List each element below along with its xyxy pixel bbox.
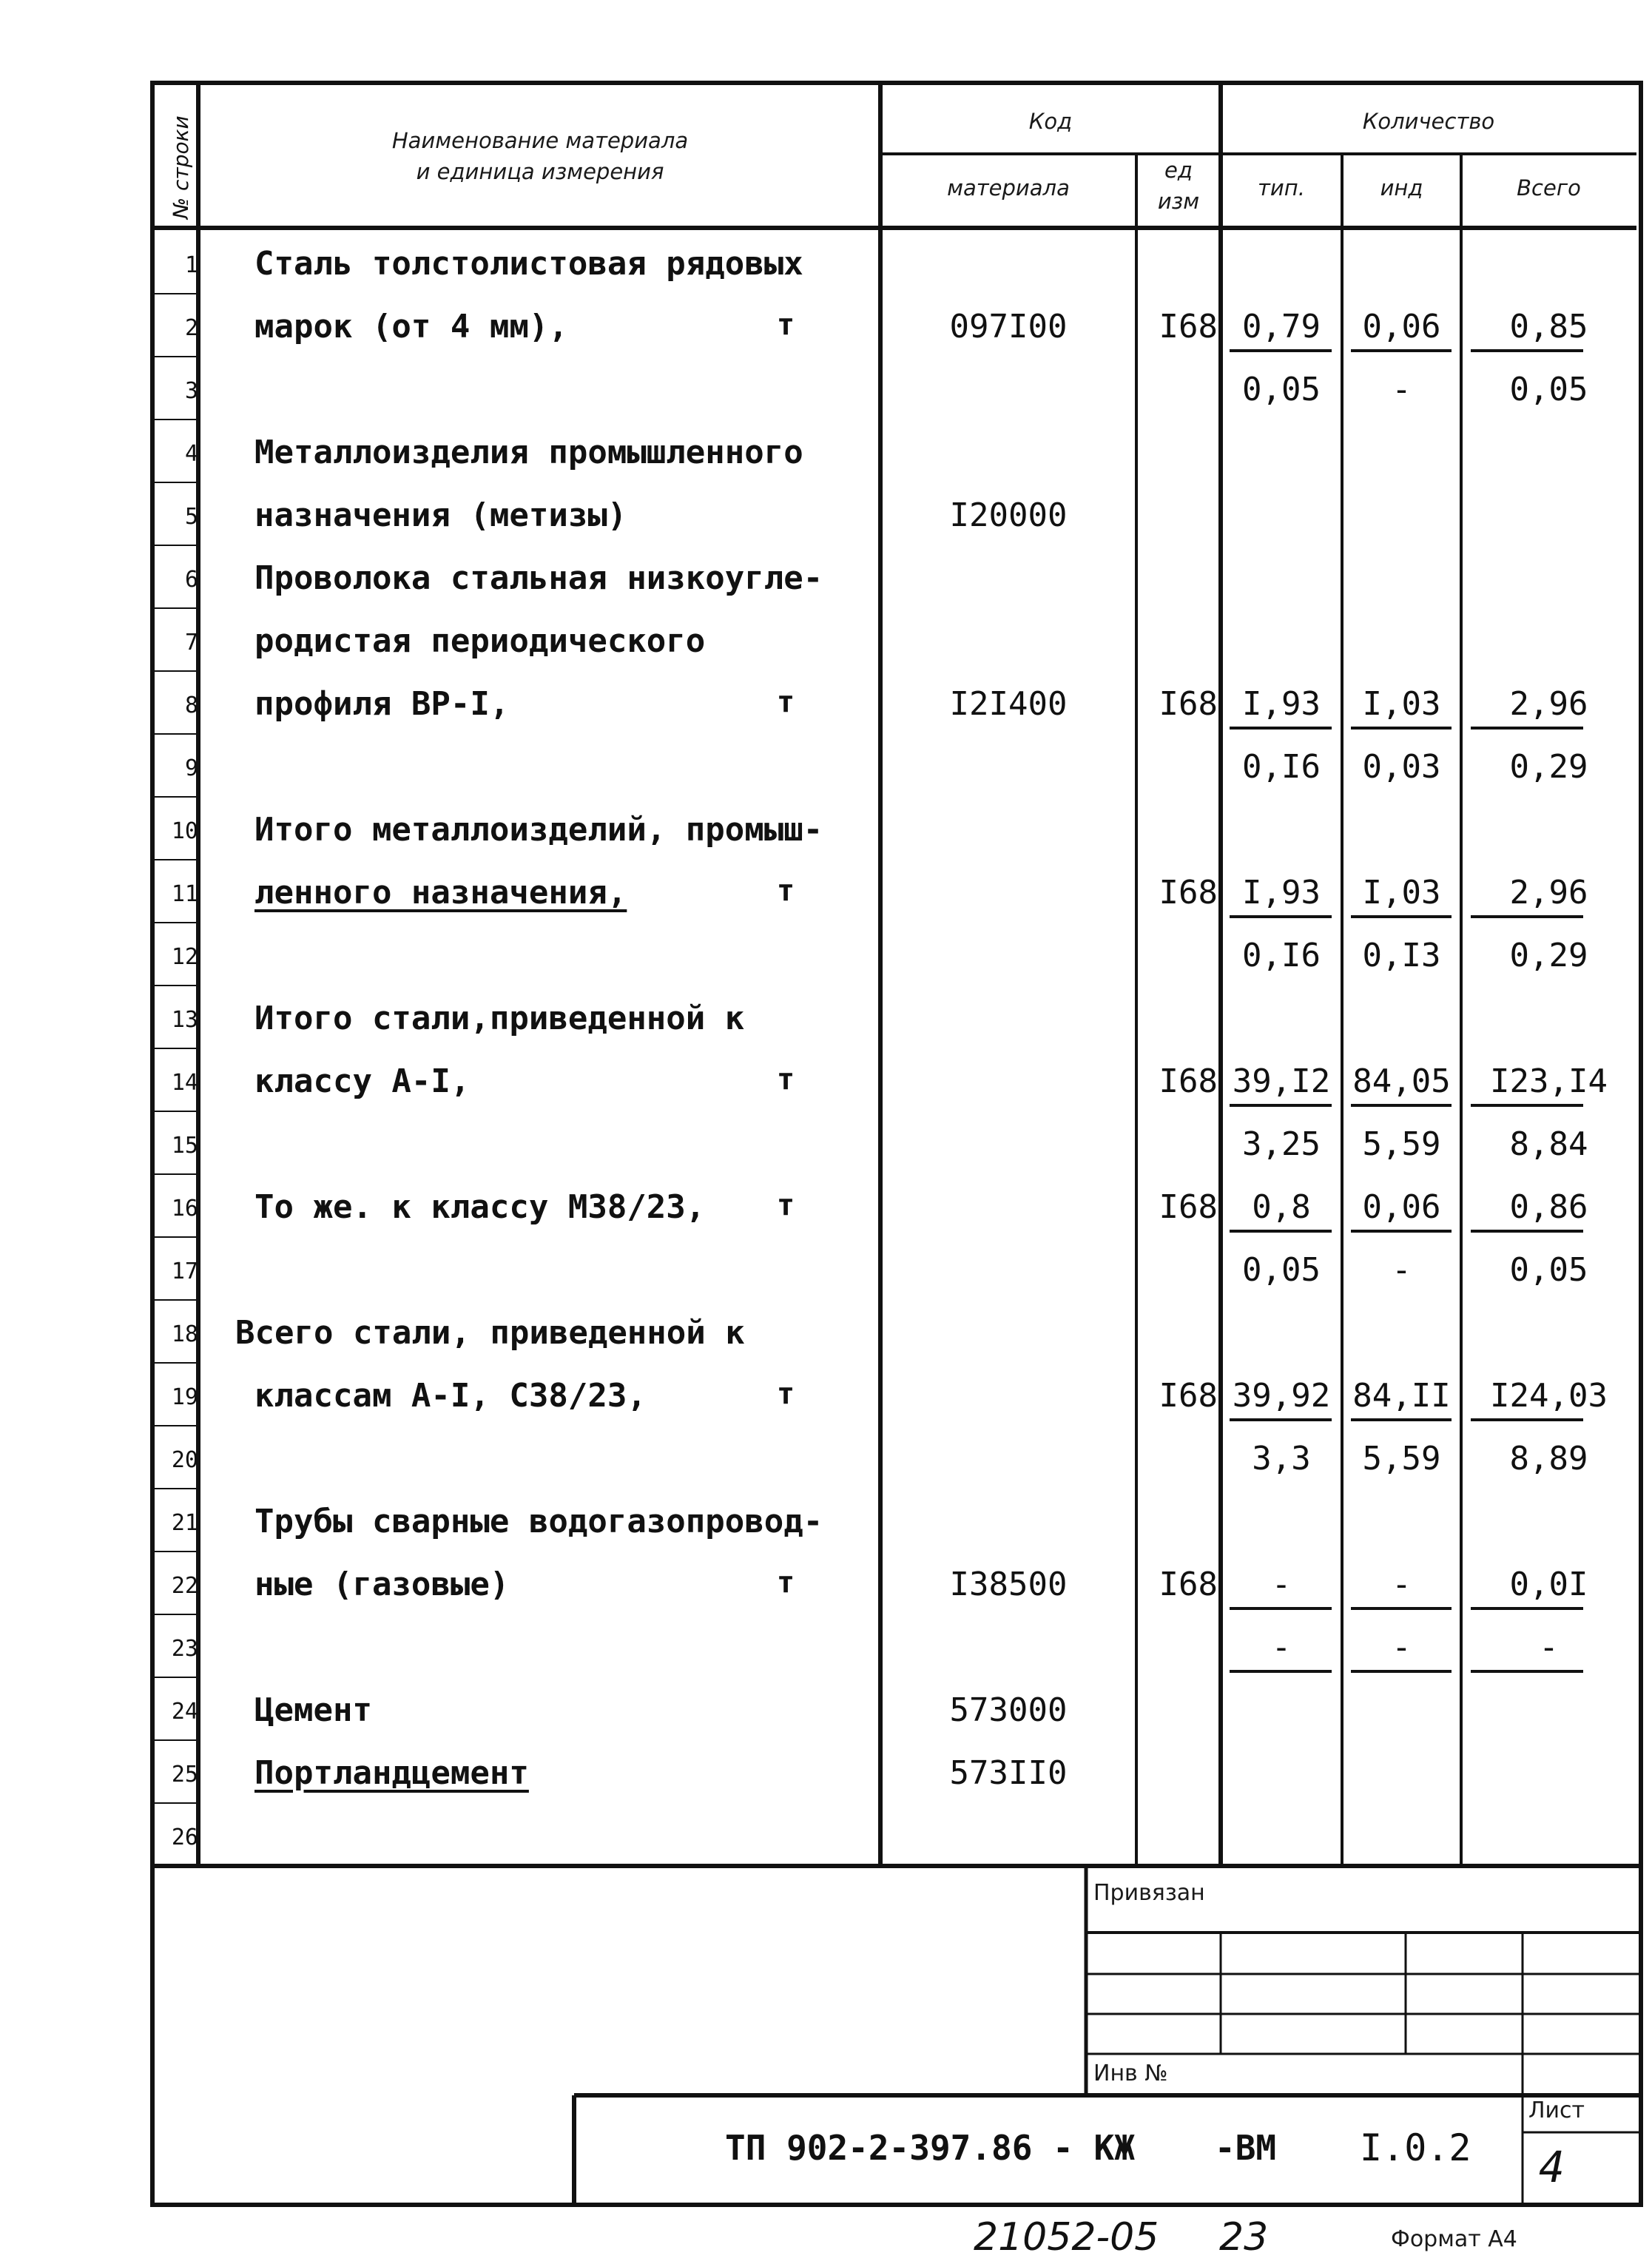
row-number: 15: [171, 1132, 198, 1159]
material-name: назначения (метизы): [254, 496, 627, 534]
row-number: 6: [184, 566, 198, 593]
code-header: Код: [1028, 109, 1073, 134]
typ-header: тип.: [1258, 175, 1305, 201]
material-name: профиля ВР-I,: [254, 684, 510, 723]
unit-header-line1: ед: [1164, 158, 1193, 183]
row-number: 5: [184, 503, 198, 530]
qty-ind: 0,03: [1362, 747, 1441, 786]
unit-code: I68: [1159, 873, 1218, 912]
qty-ind: 0,I3: [1362, 936, 1441, 974]
unit-of-measure: т: [777, 1565, 795, 1600]
row-number: 14: [171, 1069, 198, 1096]
row-number: 26: [171, 1824, 198, 1850]
qty-typ: -: [1271, 1628, 1292, 1666]
qty-total: -: [1539, 1628, 1559, 1666]
qty-ind: 84,II: [1352, 1376, 1451, 1415]
qty-ind: 0,06: [1362, 307, 1441, 346]
privyazan-label: Привязан: [1093, 1880, 1205, 1906]
qty-ind: 84,05: [1352, 1062, 1451, 1100]
row-number: 18: [171, 1321, 198, 1347]
material-name: Трубы сварные водогазопровод-: [254, 1502, 823, 1540]
name-header-line2: и единица измерения: [416, 159, 664, 184]
sheet-number: 4: [1539, 2142, 1565, 2192]
qty-typ: 0,8: [1252, 1187, 1311, 1226]
row-number: 12: [171, 943, 198, 970]
unit-code: I68: [1159, 1062, 1218, 1100]
material-name: родистая периодического: [254, 621, 706, 660]
qty-typ: 3,3: [1252, 1439, 1311, 1478]
material-code: I2I400: [949, 684, 1068, 723]
material-name: Всего стали, приведенной к: [235, 1313, 745, 1352]
inv-no-label: Инв №: [1093, 2061, 1168, 2086]
unit-header-line2: изм: [1157, 189, 1200, 214]
qty-total: 2,96: [1509, 684, 1588, 723]
qty-total: 8,89: [1509, 1439, 1588, 1478]
material-name: Сталь толстолистовая рядовых: [254, 244, 803, 283]
qty-total: 0,29: [1509, 936, 1588, 974]
material-name: Портландцемент: [254, 1753, 529, 1792]
unit-of-measure: т: [777, 1187, 795, 1222]
qty-typ: -: [1271, 1565, 1292, 1603]
unit-code: I68: [1159, 1565, 1218, 1603]
qty-ind: -: [1392, 1565, 1412, 1603]
qty-ind: 0,06: [1362, 1187, 1441, 1226]
material-name: Цемент: [254, 1691, 372, 1729]
quantity-header: Количество: [1362, 109, 1495, 134]
row-number: 1: [184, 252, 198, 278]
material-name: классу А-I,: [254, 1062, 471, 1100]
name-header-line1: Наименование материала: [391, 128, 689, 153]
row-number: 10: [171, 818, 198, 844]
row-number: 25: [171, 1761, 198, 1788]
document-number: I.0.2: [1360, 2126, 1471, 2169]
row-number: 13: [171, 1006, 198, 1033]
qty-typ: 0,05: [1242, 370, 1321, 408]
qty-typ: 0,I6: [1242, 936, 1321, 974]
qty-ind: 5,59: [1362, 1125, 1441, 1163]
qty-typ: 39,92: [1232, 1376, 1331, 1415]
qty-total: 0,0I: [1509, 1565, 1588, 1603]
unit-of-measure: т: [777, 684, 795, 719]
material-name: ные (газовые): [254, 1565, 510, 1603]
qty-total: 0,86: [1509, 1187, 1588, 1226]
qty-total: 8,84: [1509, 1125, 1588, 1163]
qty-typ: 0,05: [1242, 1250, 1321, 1289]
qty-ind: I,03: [1362, 684, 1441, 723]
material-name: То же. к классу М38/23,: [254, 1187, 706, 1226]
row-number: 8: [184, 692, 198, 718]
row-number: 11: [171, 880, 198, 907]
unit-code: I68: [1159, 684, 1218, 723]
unit-of-measure: т: [777, 307, 795, 342]
unit-of-measure: т: [777, 1376, 795, 1411]
material-name: классам А-I, С38/23,: [254, 1376, 647, 1415]
qty-ind: -: [1392, 370, 1412, 408]
qty-ind: 5,59: [1362, 1439, 1441, 1478]
document-code: ТП 902-2-397.86 - КЖ: [725, 2128, 1135, 2168]
material-name: ленного назначения,: [254, 873, 627, 912]
row-number: 23: [171, 1635, 198, 1662]
row-number: 4: [184, 440, 198, 467]
row-number: 20: [171, 1446, 198, 1473]
material-name: Металлоизделия промышленного: [254, 433, 803, 471]
material-name: Итого металлоизделий, промыш-: [254, 810, 823, 849]
format-label: Формат А4: [1391, 2226, 1517, 2252]
unit-of-measure: т: [777, 1062, 795, 1096]
material-code: 097I00: [949, 307, 1068, 346]
row-number-header: № строки: [169, 115, 193, 219]
qty-total: 0,85: [1509, 307, 1588, 346]
qty-typ: 39,I2: [1232, 1062, 1331, 1100]
row-number: 19: [171, 1384, 198, 1410]
unit-code: I68: [1159, 307, 1218, 346]
qty-total: 0,29: [1509, 747, 1588, 786]
row-number: 3: [184, 377, 198, 404]
row-number: 9: [184, 755, 198, 781]
row-number: 17: [171, 1258, 198, 1284]
unit-code: I68: [1159, 1187, 1218, 1226]
row-number: 16: [171, 1195, 198, 1222]
qty-total: I23,I4: [1490, 1062, 1608, 1100]
material-name: Проволока стальная низкоугле-: [254, 559, 823, 597]
page-number: 23: [1219, 2215, 1269, 2260]
qty-typ: I,93: [1242, 684, 1321, 723]
row-number: 21: [171, 1509, 198, 1536]
row-number: 2: [184, 314, 198, 341]
qty-total: 2,96: [1509, 873, 1588, 912]
sheet-label: Лист: [1528, 2098, 1585, 2123]
material-name: Итого стали,приведенной к: [254, 999, 745, 1037]
unit-of-measure: т: [777, 873, 795, 908]
material-code-header: материала: [947, 175, 1070, 201]
archive-number: 21052-05: [974, 2215, 1159, 2260]
material-code: I38500: [949, 1565, 1068, 1603]
material-code: 573II0: [949, 1753, 1068, 1792]
qty-typ: 0,I6: [1242, 747, 1321, 786]
qty-typ: I,93: [1242, 873, 1321, 912]
qty-total: I24,03: [1490, 1376, 1608, 1415]
qty-ind: -: [1392, 1250, 1412, 1289]
total-header: Всего: [1517, 175, 1581, 201]
document-suffix: -ВМ: [1215, 2128, 1277, 2168]
unit-code: I68: [1159, 1376, 1218, 1415]
qty-ind: -: [1392, 1628, 1412, 1666]
material-name: марок (от 4 мм),: [254, 307, 568, 346]
qty-ind: I,03: [1362, 873, 1441, 912]
material-code: 573000: [949, 1691, 1068, 1729]
material-code: I20000: [949, 496, 1068, 534]
row-number: 24: [171, 1698, 198, 1725]
row-number: 7: [184, 629, 198, 656]
ind-header: инд: [1380, 175, 1423, 201]
qty-typ: 0,79: [1242, 307, 1321, 346]
qty-typ: 3,25: [1242, 1125, 1321, 1163]
qty-total: 0,05: [1509, 370, 1588, 408]
row-number: 22: [171, 1572, 198, 1599]
qty-total: 0,05: [1509, 1250, 1588, 1289]
